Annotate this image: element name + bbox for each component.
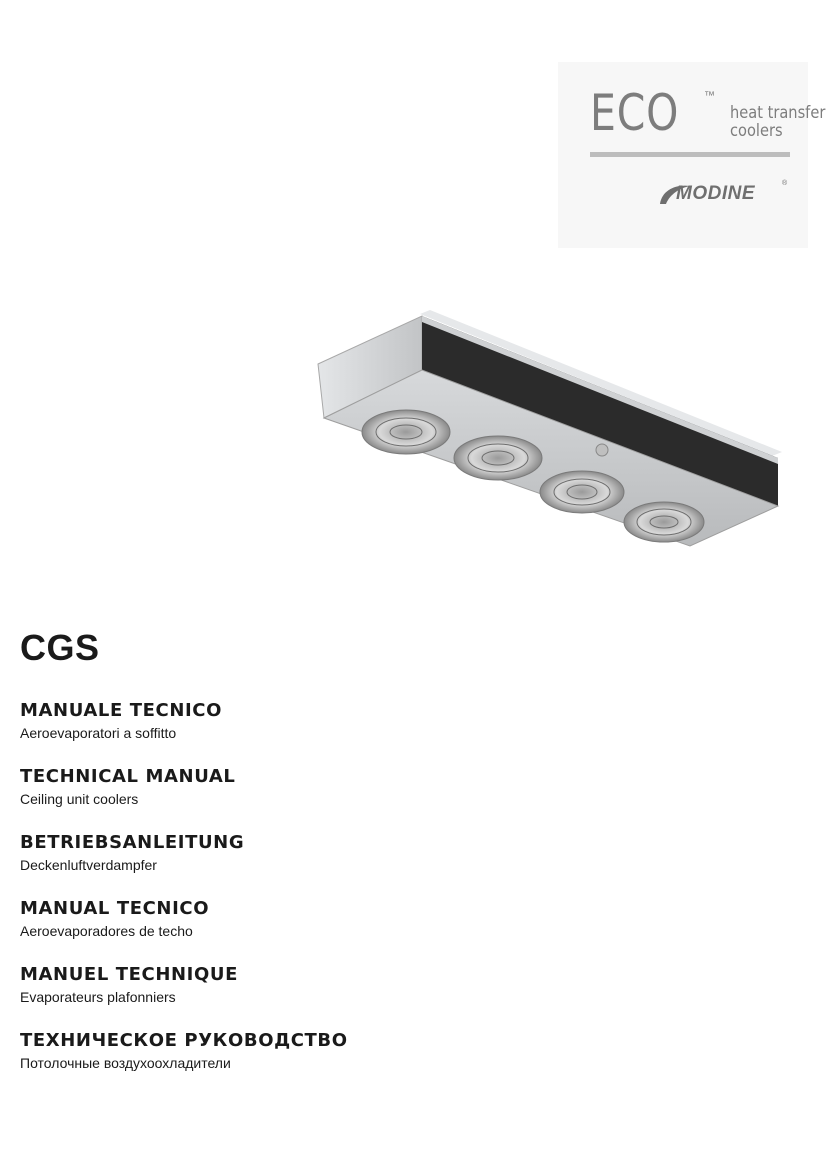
manual-entry-fr xyxy=(20,964,720,1030)
manual-list xyxy=(20,700,720,1096)
fan-1 xyxy=(362,410,450,454)
manual-subtitle: Aeroevaporatori a soffitto xyxy=(20,725,177,741)
product-image xyxy=(310,300,790,560)
registered-symbol: ® xyxy=(782,180,788,187)
manual-entry-it xyxy=(20,700,720,766)
manual-entry-es xyxy=(20,898,720,964)
eco-modine-logo xyxy=(558,62,826,248)
modine-logo xyxy=(654,174,794,214)
eco-tagline-line1: heat transfer xyxy=(730,103,826,123)
manual-title: MANUEL TECHNIQUE xyxy=(20,964,238,985)
eco-tagline-line2: coolers xyxy=(730,121,783,141)
ceiling-unit-cooler-icon xyxy=(310,300,790,560)
logo-divider xyxy=(590,152,790,157)
manual-entry-ru xyxy=(20,1030,720,1096)
manual-subtitle: Ceiling unit coolers xyxy=(20,791,139,807)
manual-entry-en xyxy=(20,766,720,832)
manual-title: TECHNICAL MANUAL xyxy=(20,766,236,787)
manual-title: MANUALE TECNICO xyxy=(20,700,222,721)
fan-4 xyxy=(624,502,704,542)
eco-tagline xyxy=(730,104,833,140)
manual-title: BETRIEBSANLEITUNG xyxy=(20,832,245,853)
manual-entry-de xyxy=(20,832,720,898)
manual-subtitle: Evaporateurs plafonniers xyxy=(20,989,176,1005)
fan-3 xyxy=(540,471,624,513)
manual-subtitle: Aeroevaporadores de techo xyxy=(20,923,193,939)
fan-2 xyxy=(454,436,542,480)
manual-title: MANUAL TECNICO xyxy=(20,898,210,919)
product-title: CGS xyxy=(20,627,100,668)
manual-title: ТЕХНИЧЕСКОЕ РУКОВОДСТВО xyxy=(20,1030,348,1051)
manual-subtitle: Deckenluftverdampfer xyxy=(20,857,157,873)
trademark-symbol: ™ xyxy=(704,90,715,102)
manual-subtitle: Потолочные воздухоохладители xyxy=(20,1055,231,1071)
eco-wordmark: ECO xyxy=(590,84,680,142)
modine-wordmark: MODINE xyxy=(676,183,755,204)
